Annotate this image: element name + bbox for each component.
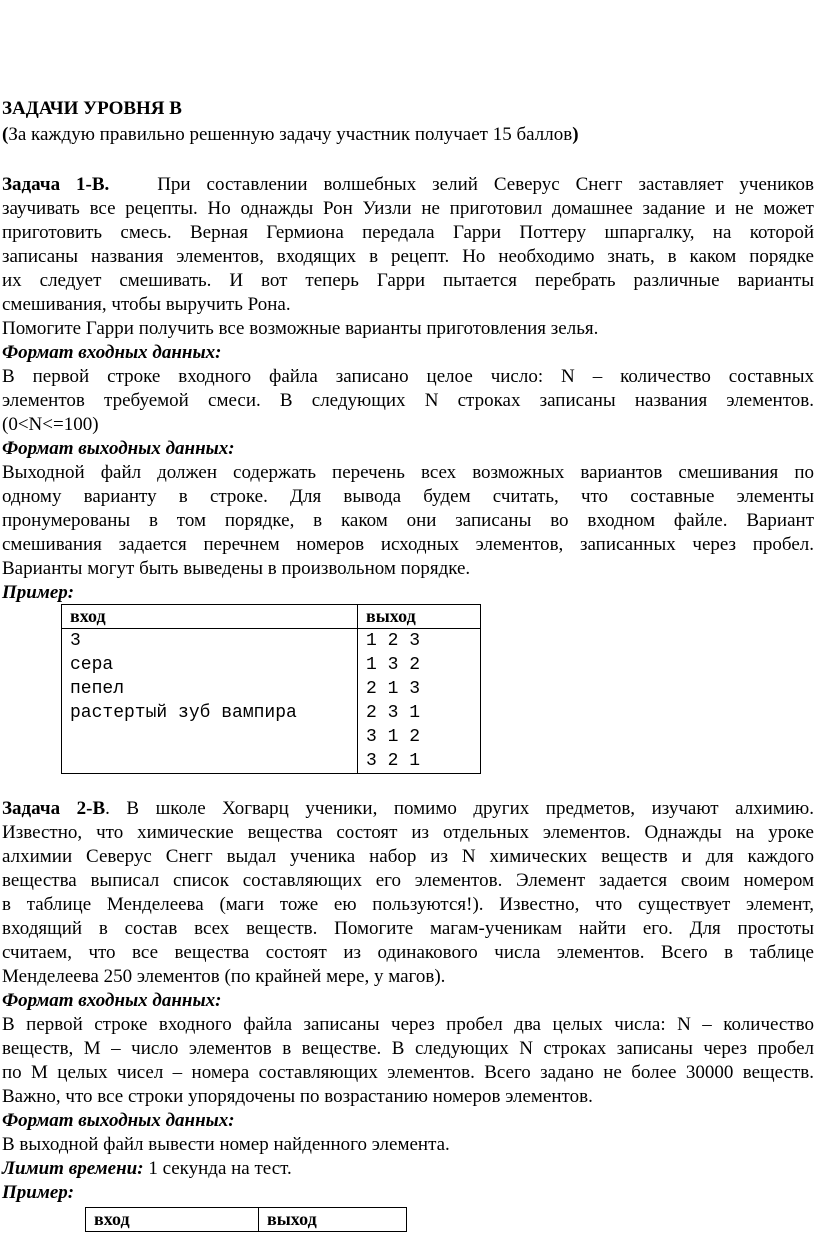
task1-line-2: заучивать все рецепты. Но однажды Рон Уизли не приготовил домашнее задание и не может — [2, 198, 814, 219]
task2-line-4: вещества выписал список составляющих его элементов. Элемент задается своим номером — [2, 870, 814, 891]
task1-output-line-1: Выходной файл должен содержать перечень всех возможных вариантов смешивания по — [2, 462, 814, 483]
task2-line-8: Менделеева 250 элементов (по крайней мере, у магов). — [2, 966, 446, 987]
task1-example-output-line: 2 1 3 — [366, 679, 421, 699]
task1-line-1: Задача 1-B. При составлении волшебных зелий Северус Снегг заставляет учеников — [2, 174, 814, 195]
task1-input-line-1: В первой строке входного файла записано целое число: N – количество составных — [2, 366, 814, 387]
task1-output-line-5: Варианты могут быть выведены в произвольном порядке. — [2, 558, 471, 579]
task1-input-line-3: (0<N<=100) — [2, 414, 99, 435]
task2-input-heading: Формат входных данных: — [2, 990, 222, 1011]
task1-output-heading: Формат выходных данных: — [2, 438, 235, 459]
task2-time-limit — [2, 1157, 814, 1181]
task2-input-line-1: В первой строке входного файла записаны через пробел два целых числа: N – количество — [2, 1014, 814, 1035]
task1-output-line-3: пронумерованы в том порядке, в каком они записаны во входном файле. Вариант — [2, 510, 814, 531]
task1-label: Задача 1-B. — [2, 174, 110, 195]
page-subtitle: (За каждую правильно решенную задачу участник получает 15 баллов) — [2, 124, 579, 145]
task1-example-table — [61, 604, 481, 774]
task2-line-6: входящий в состав всех веществ. Помогите магам-ученикам найти его. Для простоты — [2, 918, 814, 939]
task1-example-output-line: 3 1 2 — [366, 727, 421, 747]
task2-line-2: Известно, что химические вещества состоят из отдельных элементов. Однажды на уроке — [2, 822, 814, 843]
task1-example-output-line: 1 3 2 — [366, 655, 421, 675]
task2-input-line-4: Важно, что все строки упорядочены по возрастанию номеров элементов. — [2, 1086, 593, 1107]
task2-output-heading: Формат выходных данных: — [2, 1110, 235, 1131]
task1-example-output-cell — [358, 629, 481, 774]
task1-line-5: их следует смешивать. И вот теперь Гарри пытается перебрать различные варианты — [2, 270, 814, 291]
task1-line-4: записаны названия элементов, входящих в рецепт. Но необходимо знать, в каком порядке — [2, 246, 814, 267]
task1-example-output-line: 2 3 1 — [366, 703, 421, 723]
task2-line-3: алхимии Северус Снегг выдал ученика набор из N химических веществ и для каждого — [2, 846, 814, 867]
task1-example-input-line: растертый зуб вампира — [70, 703, 297, 723]
task2-example-table — [85, 1207, 407, 1232]
page-title: ЗАДАЧИ УРОВНЯ B — [2, 98, 182, 119]
task2-example-col-in: вход — [86, 1208, 259, 1232]
task1-example-input-cell — [62, 629, 358, 774]
task1-example-output-line: 3 2 1 — [366, 751, 421, 771]
task1-example-col-in: вход — [62, 605, 358, 629]
task2-input-line-2: веществ, M – число элементов в веществе. В следующих N строках записаны через пробел — [2, 1038, 814, 1059]
task2-line-7: считаем, что все вещества состоят из одинакового числа элементов. Всего в таблице — [2, 942, 814, 963]
task1-line-7: Помогите Гарри получить все возможные варианты приготовления зелья. — [2, 318, 599, 339]
task1-input-heading: Формат входных данных: — [2, 342, 222, 363]
task1-example-heading: Пример: — [2, 582, 75, 603]
task1-example-output-line: 1 2 3 — [366, 631, 421, 651]
task2-line-5: в таблице Менделеева (маги тоже ею пользуются!). Известно, что существует элемент, — [2, 894, 814, 915]
task1-example-input-line: пепел — [70, 679, 125, 699]
task1-input-line-2: элементов требуемой смеси. В следующих N строках записаны названия элементов. — [2, 390, 814, 411]
task2-time-limit-value: 1 секунда на тест. — [143, 1158, 292, 1179]
task1-example-col-out: выход — [358, 605, 481, 629]
task1-example-input-line: сера — [70, 655, 114, 675]
task2-input-line-3: по M целых чисел – номера составляющих элементов. Всего задано не более 30000 веществ. — [2, 1062, 814, 1083]
task2-example-col-out: выход — [259, 1208, 407, 1232]
task1-example-input-line: 3 — [70, 631, 81, 651]
task1-line-3: приготовить смесь. Верная Гермиона передала Гарри Поттеру шпаргалку, на которой — [2, 222, 814, 243]
task2-output-line-1: В выходной файл вывести номер найденного элемента. — [2, 1134, 450, 1155]
task2-line-1: Задача 2-B. В школе Хогварц ученики, помимо других предметов, изучают алхимию. — [2, 798, 814, 819]
task1-output-line-4: смешивания задается перечнем номеров исходных элементов, записанных через пробел. — [2, 534, 814, 555]
task2-label: Задача 2-B — [2, 798, 106, 819]
task1-output-line-2: одному варианту в строке. Для вывода будем считать, что составные элементы — [2, 486, 814, 507]
task1-line-6: смешивания, чтобы выручить Рона. — [2, 294, 291, 315]
task2-time-limit-label: Лимит времени: — [2, 1158, 144, 1179]
task2-example-heading: Пример: — [2, 1182, 75, 1203]
